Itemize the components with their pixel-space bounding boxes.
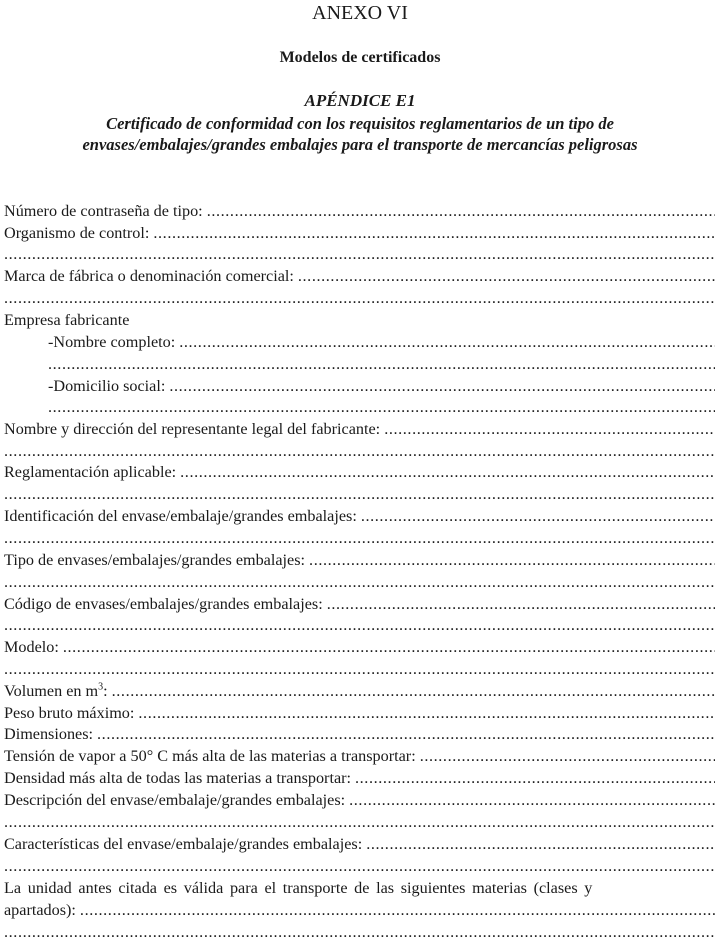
type-blank-2[interactable]: [4, 571, 715, 593]
type-continuation: [4, 571, 715, 593]
characteristics-field: [4, 833, 715, 855]
brand-blank[interactable]: [298, 265, 715, 287]
appendix-heading: APÉNDICE E1: [304, 91, 416, 110]
manufacturer-label: Empresa fabricante: [4, 311, 130, 329]
dimensions-blank[interactable]: [97, 723, 715, 745]
control-body-label: Organismo de control:: [4, 224, 150, 242]
description-label: Descripción del envase/embalaje/grandes embalajes:: [4, 791, 346, 809]
brand-continuation: [4, 287, 715, 309]
registered-office-label: -Domicilio social:: [48, 377, 166, 395]
regulation-field: [4, 461, 715, 483]
characteristics-continuation: [4, 855, 715, 877]
registered-office-blank[interactable]: [169, 375, 715, 397]
full-name-field: [48, 331, 715, 353]
density-label: Densidad más alta de todas las materias a transportar:: [4, 769, 352, 787]
code-blank-2[interactable]: [4, 614, 715, 636]
validity-field: [4, 899, 715, 921]
legal-rep-blank-2[interactable]: [4, 440, 715, 462]
registered-office-field: [48, 375, 715, 397]
vapor-pressure-blank[interactable]: [420, 745, 715, 767]
legal-rep-field: [4, 418, 715, 440]
manufacturer-heading-row: [4, 309, 715, 331]
volume-unit-exponent: 3: [98, 681, 104, 693]
validity-statement-line-1: [4, 877, 715, 899]
regulation-continuation: [4, 483, 715, 505]
type-blank[interactable]: [309, 549, 715, 571]
characteristics-blank-2[interactable]: [4, 855, 715, 877]
control-body-blank[interactable]: [153, 222, 715, 244]
identification-field: [4, 505, 715, 527]
registered-office-continuation: [48, 396, 715, 418]
description-field: [4, 789, 715, 811]
brand-label: Marca de fábrica o denominación comercial:: [4, 267, 294, 285]
validity-blank[interactable]: [80, 899, 715, 921]
characteristics-label: Características del envase/embalaje/grandes embalajes:: [4, 835, 363, 853]
code-label: Código de envases/embalajes/grandes embalajes:: [4, 595, 323, 613]
model-blank-2[interactable]: [4, 658, 715, 680]
description-blank-2[interactable]: [4, 811, 715, 833]
density-blank[interactable]: [355, 767, 715, 789]
brand-field: [4, 265, 715, 287]
identification-blank-2[interactable]: [4, 527, 715, 549]
density-field: [4, 767, 715, 789]
control-body-blank-2[interactable]: [4, 243, 715, 265]
code-blank[interactable]: [327, 593, 715, 615]
characteristics-blank[interactable]: [366, 833, 715, 855]
models-heading: Modelos de certificados: [279, 49, 441, 66]
validity-statement-text: La unidad antes citada es válida para el transporte de las siguientes materias (clases y: [4, 879, 593, 897]
volume-field: [4, 680, 715, 702]
vapor-pressure-field: [4, 745, 715, 767]
code-field: [4, 593, 715, 615]
control-body-field: [4, 222, 715, 244]
dimensions-field: [4, 723, 715, 745]
identification-label: Identificación del envase/embalaje/grandes embalajes:: [4, 507, 357, 525]
full-name-continuation: [48, 353, 715, 375]
legal-rep-continuation: [4, 440, 715, 462]
vapor-pressure-label: Tensión de vapor a 50° C más alta de las materias a transportar:: [4, 747, 416, 765]
dimensions-label: Dimensiones:: [4, 725, 94, 743]
description-blank[interactable]: [349, 789, 715, 811]
type-approval-number-field: [4, 200, 715, 222]
model-blank[interactable]: [63, 636, 715, 658]
model-field: [4, 636, 715, 658]
full-name-blank-2[interactable]: [48, 353, 715, 375]
brand-blank-2[interactable]: [4, 287, 715, 309]
full-name-blank[interactable]: [179, 331, 715, 353]
model-label: Modelo:: [4, 638, 59, 656]
type-label: Tipo de envases/embalajes/grandes embalajes:: [4, 551, 306, 569]
type-approval-number-label: Número de contraseña de tipo:: [4, 202, 203, 220]
certificate-title-line-2: envases/embalajes/grandes embalajes para el transporte de mercancías peligrosas: [82, 135, 638, 154]
registered-office-blank-2[interactable]: [48, 396, 715, 418]
identification-blank[interactable]: [361, 505, 715, 527]
certificate-title-line-1: Certificado de conformidad con los requisitos reglamentarios de un tipo de: [106, 114, 614, 133]
regulation-blank[interactable]: [180, 461, 715, 483]
gross-weight-blank[interactable]: [138, 702, 715, 724]
full-name-label: -Nombre completo:: [48, 333, 176, 351]
volume-blank[interactable]: [112, 680, 715, 702]
legal-rep-blank[interactable]: [384, 418, 715, 440]
validity-label: apartados):: [4, 901, 76, 919]
code-continuation: [4, 614, 715, 636]
model-continuation: [4, 658, 715, 680]
type-field: [4, 549, 715, 571]
volume-label: Volumen en $m^3$:: [4, 681, 108, 700]
legal-rep-label: Nombre y dirección del representante legal del fabricante:: [4, 420, 381, 438]
gross-weight-label: Peso bruto máximo:: [4, 704, 135, 722]
control-body-continuation: [4, 243, 715, 265]
gross-weight-field: [4, 702, 715, 724]
validity-continuation: [4, 921, 715, 943]
annex-heading: ANEXO VI: [312, 2, 408, 24]
identification-continuation: [4, 527, 715, 549]
type-approval-number-blank[interactable]: [207, 200, 715, 222]
regulation-blank-2[interactable]: [4, 483, 715, 505]
regulation-label: Reglamentación aplicable:: [4, 463, 177, 481]
validity-blank-2[interactable]: [4, 921, 715, 943]
description-continuation: [4, 811, 715, 833]
